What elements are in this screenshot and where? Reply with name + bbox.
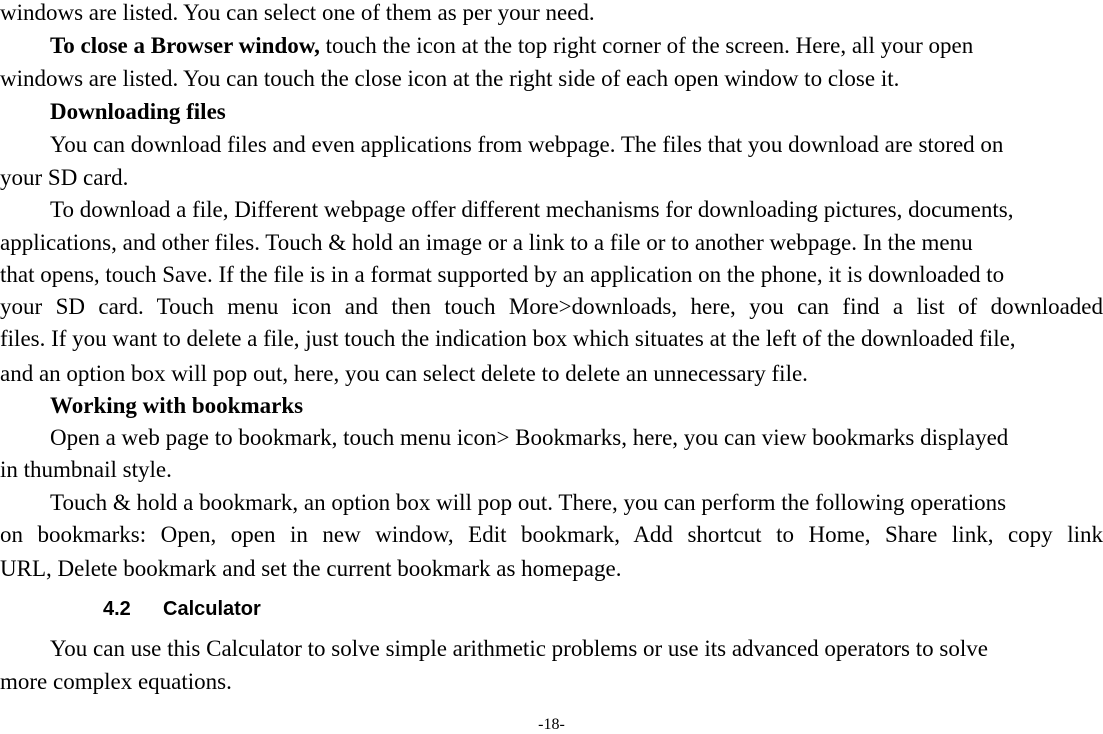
paragraph-line: applications, and other files. Touch & hold an image or a link to a file or to another webpage. In the menu (0, 230, 973, 255)
paragraph-line: more complex equations. (0, 669, 232, 694)
paragraph-line: that opens, touch Save. If the file is in a format supported by an application on the phone, it is downloaded to (0, 262, 1005, 287)
paragraph-line: windows are listed. You can touch the close icon at the right side of each open window to close it. (0, 66, 900, 91)
paragraph-line: You can use this Calculator to solve simple arithmetic problems or use its advanced operators to solve (50, 636, 988, 661)
section-heading (103, 596, 261, 622)
section-title: Calculator (163, 598, 261, 620)
paragraph-line: Open a web page to bookmark, touch menu icon> Bookmarks, here, you can view bookmarks displayed (50, 425, 1009, 450)
paragraph-line: in thumbnail style. (0, 457, 172, 482)
paragraph-line: To download a file, Different webpage offer different mechanisms for downloading pictures, documents, (50, 197, 1014, 222)
paragraph-line: your SD card. Touch menu icon and then touch More>downloads, here, you can find a list of downloaded (0, 294, 1103, 319)
paragraph-line: You can download files and even applications from webpage. The files that you download are stored on (50, 132, 1004, 157)
paragraph-line: files. If you want to delete a file, just touch the indication box which situates at the left of the downloaded file, (0, 326, 1016, 351)
paragraph-line: on bookmarks: Open, open in new window, Edit bookmark, Add shortcut to Home, Share link, copy link (0, 522, 1103, 547)
subheading-downloading-files: Downloading files (50, 99, 226, 124)
paragraph-line (0, 33, 1103, 59)
paragraph-line: Touch & hold a bookmark, an option box will pop out. There, you can perform the following operations (50, 490, 1007, 515)
paragraph-line: windows are listed. You can select one of them as per your need. (0, 0, 595, 25)
subheading-working-with-bookmarks: Working with bookmarks (50, 393, 304, 418)
paragraph-line: URL, Delete bookmark and set the current bookmark as homepage. (0, 556, 622, 581)
page-number: -18- (538, 716, 565, 733)
paragraph-line: your SD card. (0, 165, 129, 190)
paragraph-text: touch the icon at the top right corner of the screen. Here, all your open (325, 33, 974, 58)
section-number: 4.2 (103, 598, 131, 620)
paragraph-line: and an option box will pop out, here, you can select delete to delete an unnecessary file. (0, 361, 808, 386)
inline-heading: To close a Browser window, (50, 33, 320, 58)
